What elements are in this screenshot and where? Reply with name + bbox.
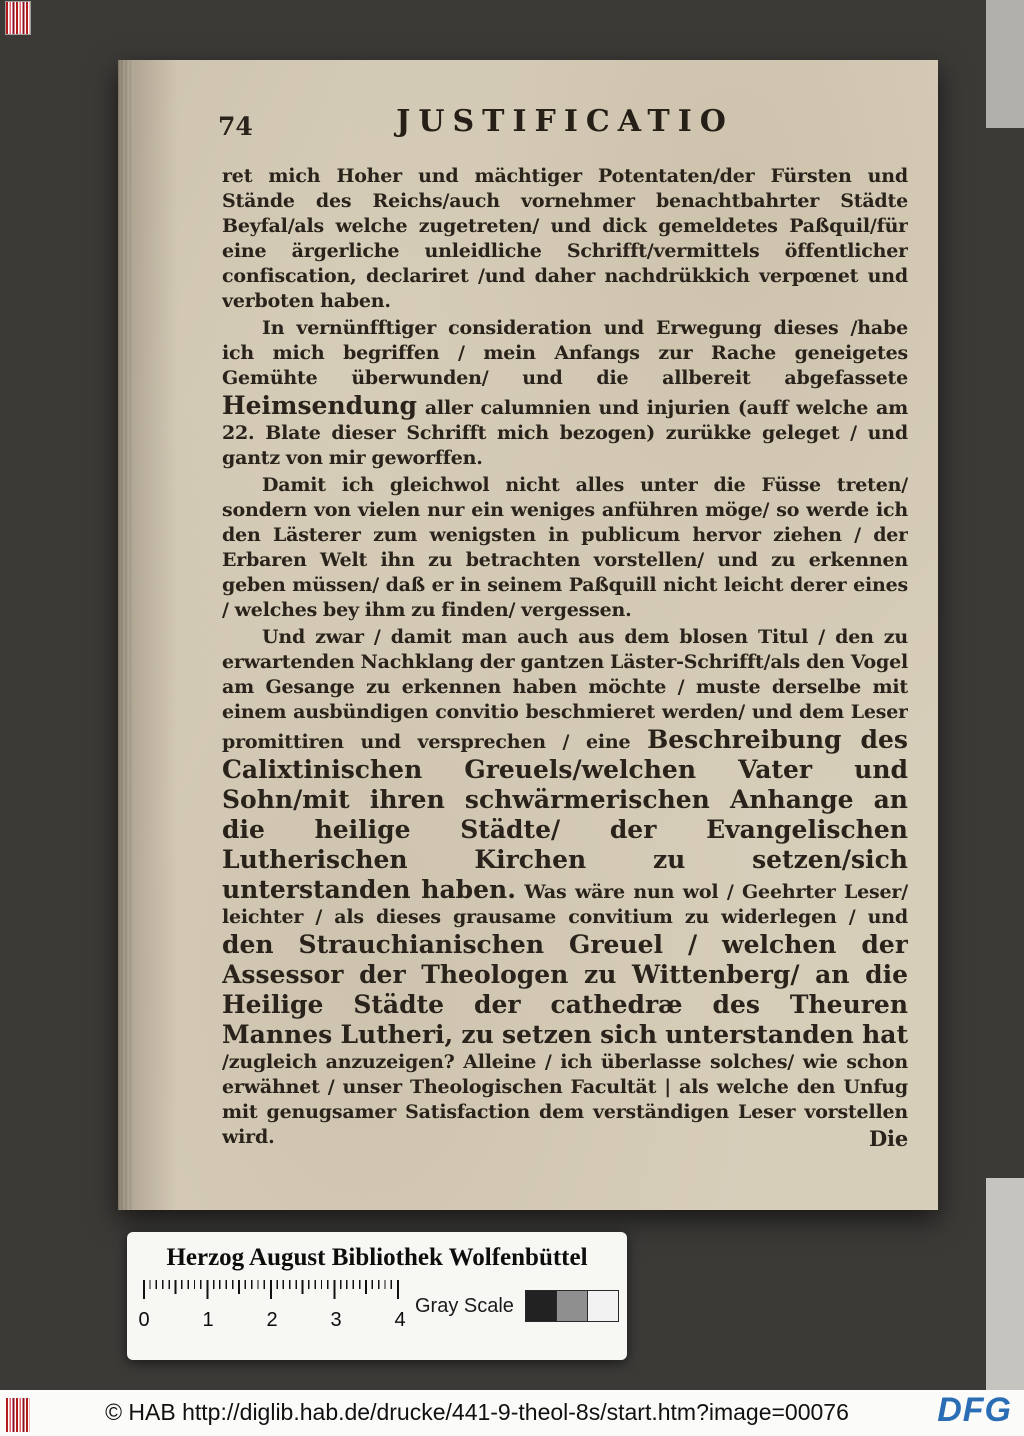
- gray-scale-group: [415, 1290, 619, 1322]
- text-segment: Damit ich gleichwol nicht alles unter die Füsse treten/ sondern von vielen nur ein weniges anführen möge/ so werde ich den Lästerer zum wenigsten in publicum hervor ziehen / der Erbaren Welt ihn zu betrachten vorstellen/ und zu erkennen geben müssen/ daß er in seinem Paßquill nicht leicht derer eines / welches bey ihm zu finden/ vergessen.: [222, 474, 908, 621]
- library-name: Herzog August Bibliothek Wolfenbüttel: [166, 1244, 588, 1271]
- gray-swatch-mid: [556, 1290, 588, 1322]
- text-segment: ret mich Hoher und mächtiger Potentaten/der Fürsten und Stände des Reichs/auch vornehmer benachtbahrter Städte Beyfal/als welche zugetreten/ und dick gemeldetes Paßquil/für eine ärgerliche unleidliche Schrifft/vermittels öffentlicher confiscation, declariret /und daher nachdrükkich verpœnet und verboten haben.: [222, 165, 908, 312]
- dfg-logo: DFG: [937, 1391, 1012, 1429]
- paragraph-2: [222, 316, 908, 471]
- text-segment: In vernünfftiger consideration und Erwegung dieses /habe ich mich begriffen / mein Anfangs zur Rache geneigetes Gemühte überwunden/ und die allbereit abgefassete: [222, 317, 908, 389]
- color-registration-mark-top: [6, 2, 30, 34]
- gray-scale-swatches: [526, 1290, 619, 1322]
- page-header: [218, 104, 908, 152]
- copyright-url-text: © HAB http://diglib.hab.de/drucke/441-9-theol-8s/start.htm?image=00076: [105, 1399, 849, 1425]
- scanned-page: [118, 60, 938, 1210]
- ruler-number: 0: [138, 1309, 150, 1331]
- text-segment-emphasis: Beschreibung des Calixtinischen Greuels/welchen Vater und Sohn/mit ihren schwärmerischen Anhange an die heilige Städte/ der Evangelischen Lutherischen Kirchen zu setzen/sich unterstanden haben.: [222, 725, 908, 904]
- catchword: Die: [869, 1126, 908, 1151]
- gray-swatch-light: [587, 1290, 619, 1322]
- text-segment: Was wäre nun wol / Geehrter Leser/ leichter / als dieses grausame convitium zu widerlegen / und: [222, 881, 908, 928]
- card-measure-row: [138, 1280, 613, 1332]
- cm-ruler: [138, 1280, 406, 1332]
- ruler-number: 4: [394, 1309, 406, 1331]
- ruler-cm-ticks: [143, 1280, 399, 1299]
- footer-bar: [0, 1390, 1024, 1436]
- text-segment: /zugleich anzuzeigen? Alleine / ich überlasse solches/ wie schon erwähnet / unser Theologischen Facultät | als welche den Unfug mit genugsamer Satisfaction dem verständigen Leser vorstellen wird.: [222, 1051, 908, 1148]
- gray-scale-label: Gray Scale: [415, 1294, 514, 1317]
- body-text: [222, 164, 908, 1166]
- text-segment-emphasis: den Strauchianischen Greuel / welchen der Assessor der Theologen zu Wittenberg/ an die Heilige Städte der cathedræ des Theuren Mannes Lutheri, zu setzen sich unterstanden hat: [222, 930, 908, 1049]
- ruler-numbers: [134, 1309, 410, 1332]
- color-registration-mark-bottom: [6, 1398, 30, 1432]
- ruler-number: 2: [266, 1309, 278, 1331]
- text-segment: Und zwar / damit man auch aus dem blosen Titul / den zu erwartenden Nachklang der gantzen Läster-Schrifft/als den Vogel am Gesange zu erkennen haben möchte / muste derselbe mit einem ausbündigen convitio beschmieret werden/ und dem Leser promittiren und versprechen / eine: [222, 626, 908, 753]
- page-number: 74: [218, 112, 253, 141]
- text-segment-emphasis: Heimsendung: [222, 391, 417, 420]
- scanner-edge-bottom: [986, 1178, 1024, 1390]
- paragraph-4: [222, 625, 908, 1150]
- text-segment: aller calumnien und injurien (auff welche am 22. Blate dieser Schrifft mich bezogen) zurükke geleget / und gantz von mir geworffen.: [222, 397, 908, 469]
- library-info-card: [127, 1232, 627, 1360]
- ruler-number: 3: [330, 1309, 342, 1331]
- scanner-edge-top: [986, 0, 1024, 128]
- running-title: JUSTIFICATIO: [396, 104, 734, 139]
- book-page-stack-edge: [118, 60, 134, 1210]
- paragraph-3: [222, 473, 908, 623]
- gray-swatch-dark: [525, 1290, 557, 1322]
- paragraph-1: [222, 164, 908, 314]
- ruler-number: 1: [202, 1309, 214, 1331]
- page-text-block: [218, 104, 908, 1166]
